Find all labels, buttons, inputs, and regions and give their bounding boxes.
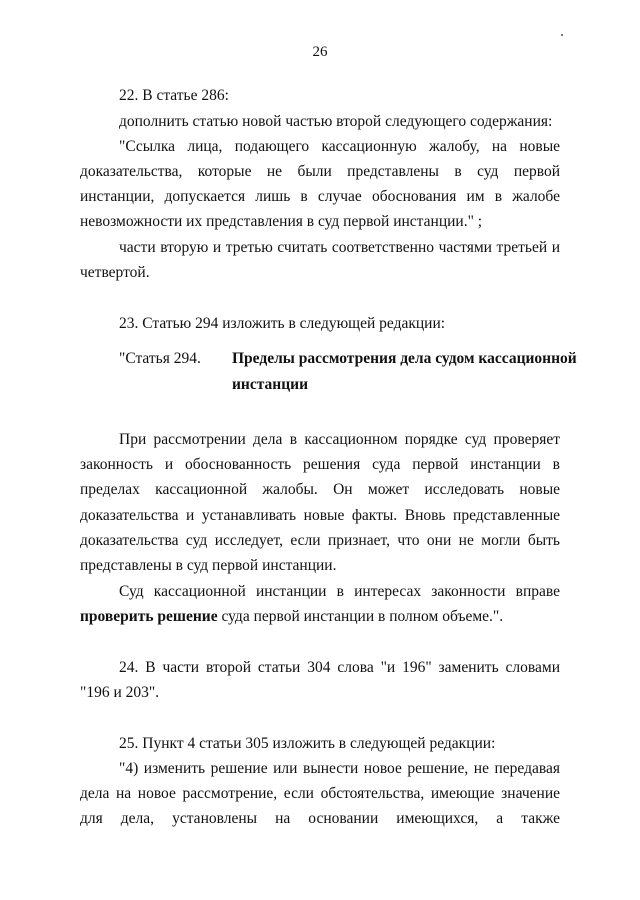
section-24-line: 24. В части второй статьи 304 слова "и 196" заменить словами	[119, 659, 560, 676]
article-label: "Статья 294.	[119, 350, 201, 367]
section-22-line: невозможности их представления в суд первой инстанции." ;	[80, 213, 483, 230]
section-22-heading: 22. В статье 286:	[119, 87, 229, 104]
article-title: Пределы рассмотрения дела судом кассационной	[232, 350, 577, 367]
article-title-continued: инстанции	[232, 376, 309, 393]
section-22-line: четвертой.	[80, 264, 150, 281]
section-22-line: части вторую и третью считать соответственно частями третьей и	[119, 239, 560, 256]
scan-speck	[561, 34, 563, 36]
section-22-line: доказательства, которые не были представлены в суд первой	[80, 163, 560, 180]
article-paragraph-line	[80, 607, 503, 627]
section-22-line: инстанции, допускается лишь в случае обоснования им в жалобе	[80, 188, 560, 205]
page-number: 26	[312, 44, 328, 60]
section-22-line: "Ссылка лица, подающего кассационную жалобу, на новые	[119, 138, 560, 155]
section-24-line: "196 и 203".	[80, 684, 160, 701]
article-paragraph-line: При рассмотрении дела в кассационном порядке суд проверяет	[119, 431, 560, 448]
section-23-heading: 23. Статью 294 изложить в следующей редакции:	[119, 315, 446, 332]
bold-phrase: проверить решение	[80, 608, 218, 625]
article-paragraph-line: пределах кассационной жалобы. Он может исследовать новые	[80, 481, 560, 498]
article-paragraph-line: представлены в суд первой инстанции.	[80, 557, 337, 574]
section-22-line: дополнить статью новой частью второй следующего содержания:	[119, 113, 553, 130]
article-paragraph-line: доказательства и устанавливать новые факты. Вновь представленные	[80, 507, 560, 524]
article-paragraph-line: Суд кассационной инстанции в интересах законности вправе	[119, 583, 560, 600]
section-25-line: дела на новое рассмотрение, если обстоятельства, имеющие значение	[80, 785, 560, 802]
paragraph-text: суда первой инстанции в полном объеме.".	[217, 608, 504, 625]
section-25-heading: 25. Пункт 4 статьи 305 изложить в следующей редакции:	[119, 735, 496, 752]
section-25-line: "4) изменить решение или вынести новое решение, не передавая	[119, 760, 560, 777]
section-25-line: для дела, установлены на основании имеющихся, а также	[80, 810, 560, 827]
article-paragraph-line: законность и обоснованность решения суда первой инстанции в	[80, 456, 560, 473]
article-paragraph-line: доказательства суд исследует, если признает, что они не могли быть	[80, 532, 560, 549]
